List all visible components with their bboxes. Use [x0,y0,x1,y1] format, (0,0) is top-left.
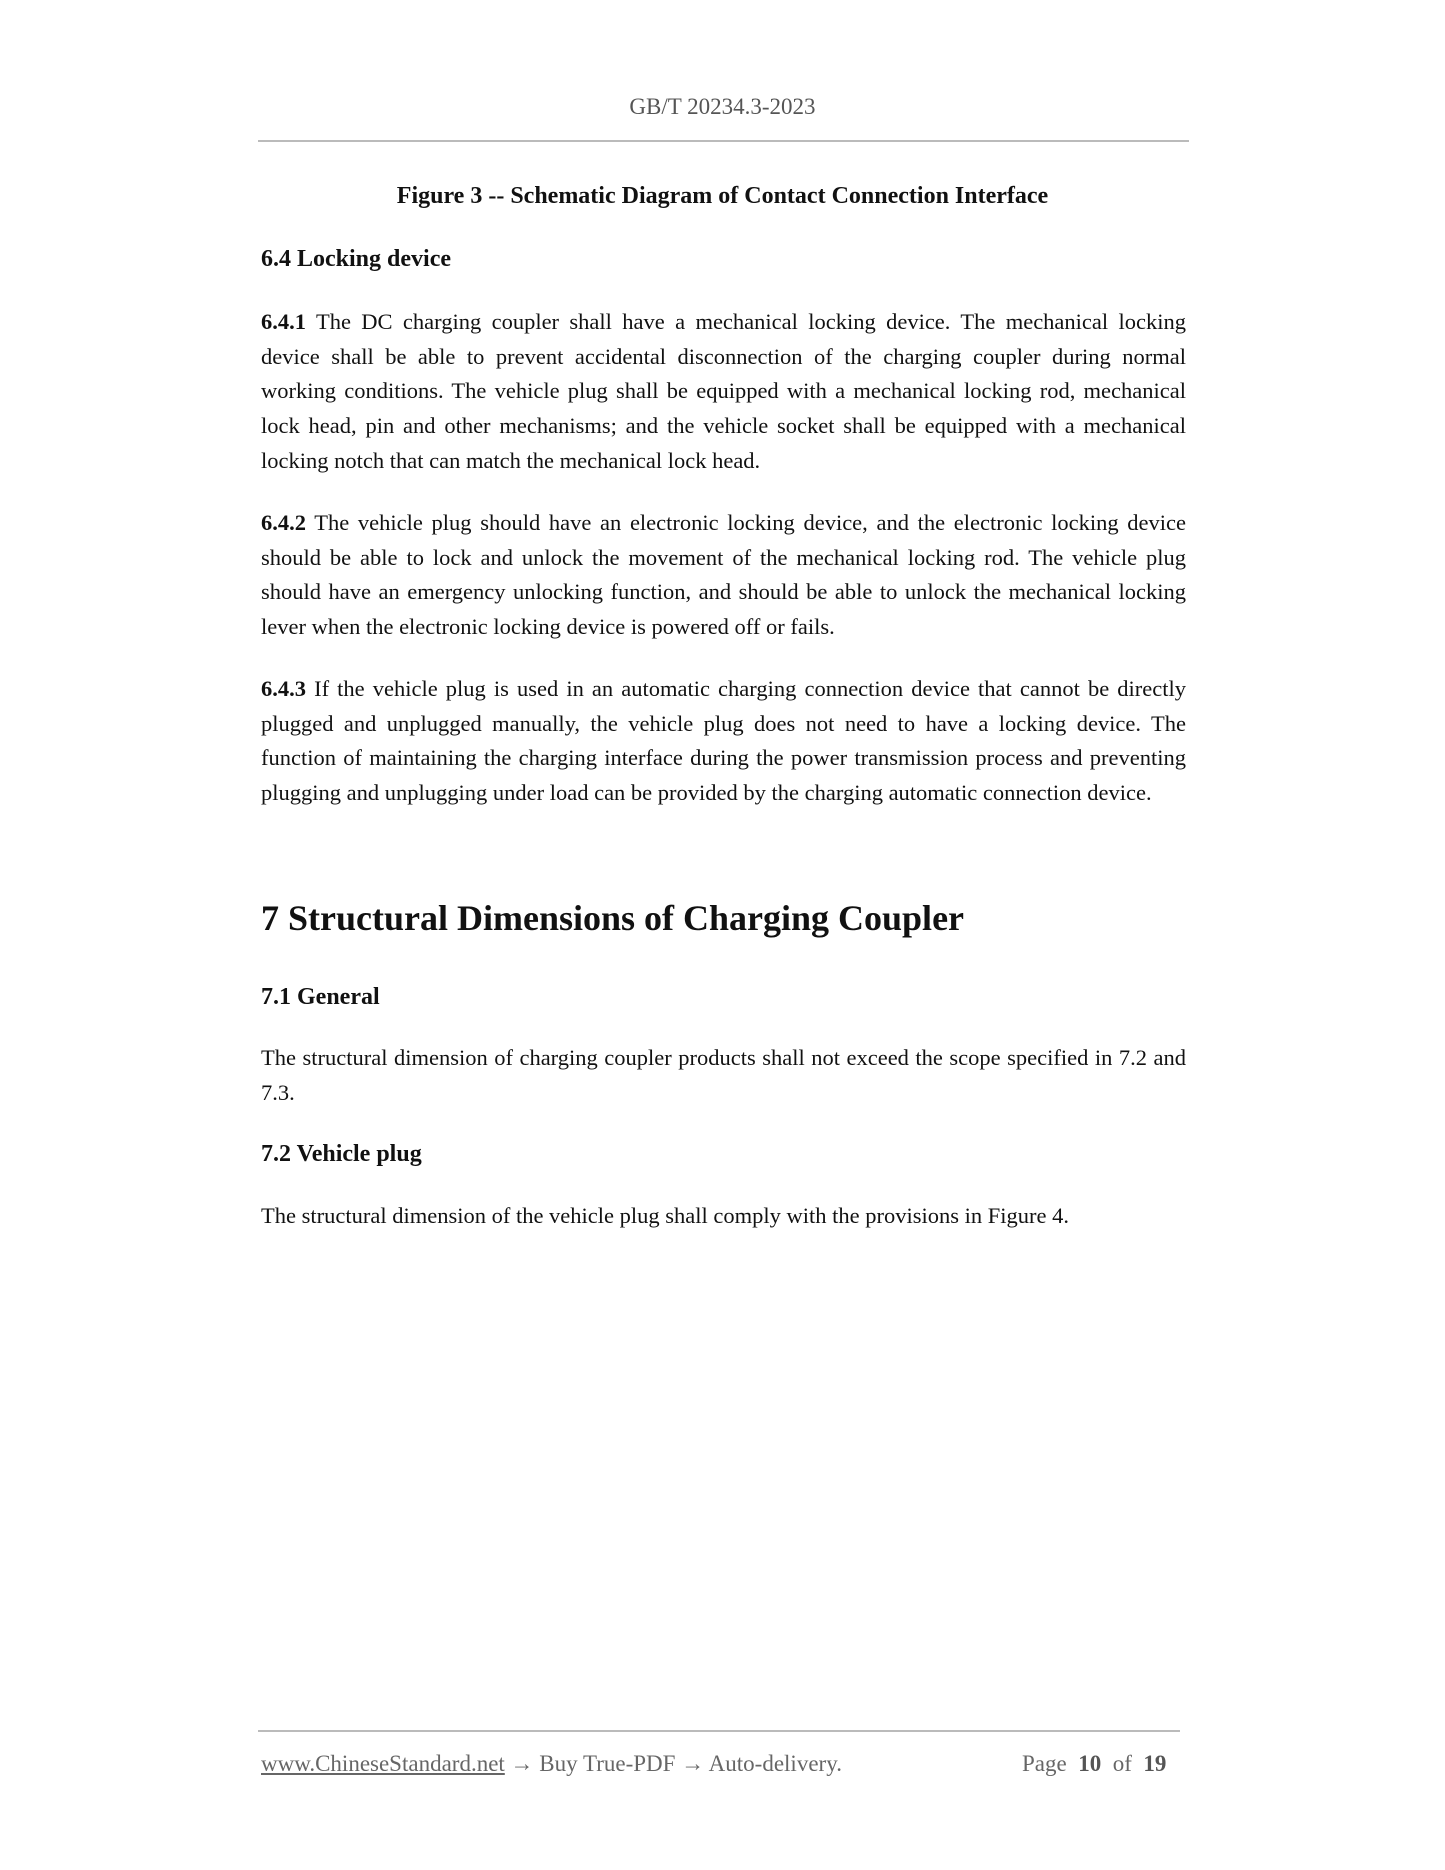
buy-pdf-text: Buy True-PDF [539,1751,676,1776]
current-page: 10 [1078,1751,1102,1776]
total-pages: 19 [1143,1751,1167,1776]
chinesestandard-link[interactable]: www.ChineseStandard.net [261,1751,505,1776]
header-divider [258,140,1189,142]
clause-6-4-1 [261,305,1186,479]
paragraph-7-2: The structural dimension of the vehicle plug shall comply with the provisions in Figure 4. [261,1203,1069,1228]
clause-text: If the vehicle plug is used in an automatic charging connection device that cannot be directly plugged and unplugged manually, the vehicle plug does not need to have a locking device. The function of maintaining the charging interface during the power transmission process and preventing plugging and unplugging under load can be provided by the charging automatic connection device. [261,676,1186,806]
paragraph-7-1: The structural dimension of charging coupler products shall not exceed the scope specified in 7.2 and 7.3. [261,1045,1186,1105]
clause-text: The DC charging coupler shall have a mechanical locking device. The mechanical locking device shall be able to prevent accidental disconnection of the charging coupler during normal working conditions. The vehicle plug shall be equipped with a mechanical locking rod, mechanical lock head, pin and other mechanisms; and the vehicle socket shall be equipped with a mechanical locking notch that can match the mechanical lock head. [261,309,1186,473]
section-heading-6-4: 6.4 Locking device [261,246,451,272]
auto-delivery-text: Auto-delivery. [708,1751,842,1776]
chapter-heading-7: 7 Structural Dimensions of Charging Coupler [261,898,965,938]
clause-6-4-2 [261,506,1186,645]
of-label: of [1112,1751,1132,1776]
section-heading-7-1: 7.1 General [261,984,380,1010]
figure-caption: Figure 3 -- Schematic Diagram of Contact Connection Interface [396,183,1049,209]
clause-number: 6.4.2 [261,510,306,535]
arrow-icon: → [681,1751,705,1776]
clause-6-4-3 [261,672,1186,811]
page-number [1022,1751,1166,1777]
footer-links [261,1751,842,1777]
clause-number: 6.4.3 [261,676,306,701]
document-id-header: GB/T 20234.3-2023 [629,94,816,119]
clause-text: The vehicle plug should have an electronic locking device, and the electronic locking device should be able to lock and unlock the movement of the mechanical locking rod. The vehicle plug should have an emergency unlocking function, and should be able to unlock the mechanical locking lever when the electronic locking device is powered off or fails. [261,510,1187,640]
section-heading-7-2: 7.2 Vehicle plug [261,1141,422,1167]
footer-divider [258,1730,1180,1732]
page-label: Page [1022,1751,1067,1776]
clause-number: 6.4.1 [261,309,306,334]
arrow-icon: → [510,1751,534,1776]
